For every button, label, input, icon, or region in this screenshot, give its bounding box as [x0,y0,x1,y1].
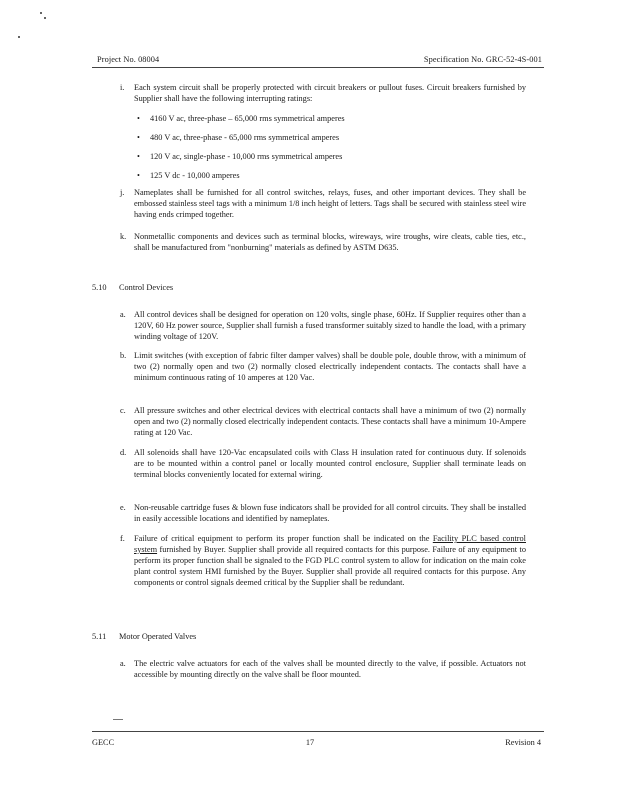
list-item-i [120,82,526,106]
bullet-text: 480 V ac, three-phase - 65,000 rms symmetrical amperes [150,133,340,142]
bullet-text: 120 V ac, single-phase - 10,000 rms symmetrical amperes [150,152,343,161]
bullet-text: 4160 V ac, three-phase – 65,000 rms symmetrical amperes [150,114,345,123]
list-item-text: All control devices shall be designed for operation on 120 volts, single phase, 60Hz. If Supplier requires other than a 120V, 60 Hz power source, Supplier shall furnish a fused transformer suitably sized to handle the load, with a primary winding voltage of 120V. [134,310,527,341]
list-item-label: c. [120,406,126,415]
bullet-dot: • [137,152,140,161]
list-item-label: i. [120,83,125,92]
footer-company: GECC [92,738,115,747]
section-title: Control Devices [119,283,174,292]
list-item-label: a. [120,659,126,668]
scan-speck [18,36,20,38]
list-item-text: The electric valve actuators for each of the valves shall be mounted directly to the valve, if possible. Actuators not accessible by mounting directly on the valve shall be floor mounted. [134,659,526,679]
list-item-label: k. [120,232,127,241]
section-number: 5.10 [92,283,107,292]
item-f-underlined-text: Facility PLC based control system [134,534,526,554]
item-f-text-after: furnished by Buyer. Supplier shall provide all required contacts for this purpose. Failure of any equipment to perform its proper function shall be signaled to the FGD PLC control system to allow for indication on the main coke plant control system HMI furnished by the Buyer. Supplier shall provide all required contacts for this purpose. Any components or control signals deemed critical by the Supplier shall be redundant. [134,545,526,587]
list-item-label: b. [120,351,127,360]
list-item-text: Limit switches (with exception of fabric filter damper valves) shall be double pole, double throw, with a minimum of two (2) normally open and two (2) normally closed electrically independent contacts. The contacts shall have a minimum continuous rating of 10 amperes at 120 Vac. [134,351,526,382]
list-item-text: Each system circuit shall be properly protected with circuit breakers or pullout fuses. Circuit breakers furnished by Supplier shall have the following interrupting ratings: [134,83,526,103]
scan-speck [44,17,46,19]
bullet-dot: • [137,171,140,180]
bullet-text: 125 V dc - 10,000 amperes [150,171,240,180]
footer-rule [92,731,544,732]
list-item-label: a. [120,310,126,319]
list-item-text: Non-reusable cartridge fuses & blown fuse indicators shall be provided for all control circuits. They shall be installed in easily accessible locations and identified by nameplates. [134,503,526,523]
footer-revision: Revision 4 [505,738,541,747]
section-title: Motor Operated Valves [119,632,197,641]
footer-short-rule [113,719,123,720]
bullet-dot: • [137,114,140,123]
footer-page-number: 17 [305,738,315,747]
header-specification-number: Specification No. GRC-52-4S-001 [423,55,542,64]
list-item-text: All pressure switches and other electrical devices with electrical contacts shall have a minimum of two (2) normally open and two (2) normally closed electrically independent contacts. These contacts shall have a minimum 10-Ampere rating at 120 Vac. [134,406,526,437]
list-item-text [134,533,526,588]
scan-speck [40,12,42,14]
list-item-text: Nameplates shall be furnished for all control switches, relays, fuses, and other important devices. They shall be embossed stainless steel tags with a minimum 1/8 inch height of letters. Tags shall be secured with stainless steel wire having ends crimped together. [134,188,526,219]
item-f-text-before: Failure of critical equipment to perform its proper function shall be indicated on the [134,534,433,543]
list-item-label: e. [120,503,126,512]
list-item-text: All solenoids shall have 120-Vac encapsulated coils with Class H insulation rated for continuous duty. If solenoids are to be mounted within a control panel or locally mounted control enclosure, Supplier shall terminate leads on terminal blocks conveniently located for external wiring. [134,448,526,479]
list-item-label: j. [120,188,125,197]
list-item-label: f. [120,534,125,543]
header-rule [92,67,544,68]
section-number: 5.11 [92,632,107,641]
bullet-dot: • [137,133,140,142]
list-item-text: Nonmetallic components and devices such as terminal blocks, wireways, wire troughs, wire cleats, cable ties, etc., shall be manufactured from "nonburning" materials as defined by ASTM D635. [134,232,526,252]
header-project-number: Project No. 08004 [97,55,160,64]
list-item-label: d. [120,448,127,457]
